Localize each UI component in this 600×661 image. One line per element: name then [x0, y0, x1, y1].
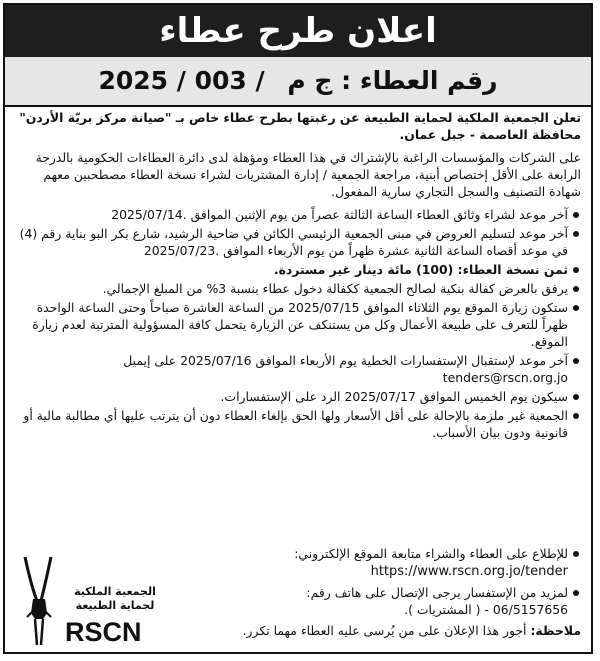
note — [151, 622, 581, 639]
contact-list — [151, 545, 581, 618]
list-item — [13, 225, 581, 259]
item-text: الجمعية غير ملزمة بالإحالة على أقل الأسعار ولها الحق بإلغاء العطاء دون أن يترتب عليها أي مطالبة مالية أو قانونية ودون بيان الأسباب. — [23, 408, 568, 440]
list-item — [13, 352, 581, 386]
page-title: اعلان طرح عطاء — [5, 5, 591, 57]
oryx-icon — [17, 555, 63, 647]
item-text: آخر موعد لإستقبال الإستفسارات الخطية يوم الأربعاء الموافق 2025/07/16 على إيميل — [123, 353, 568, 368]
contact-info — [151, 545, 581, 639]
rscn-logo — [17, 545, 167, 649]
item-text: ثمن نسخة العطاء: (100) مائة دينار غير مستردة. — [273, 262, 568, 277]
note-label: ملاحظة: — [530, 623, 581, 638]
note-text: أجور هذا الإعلان على من يُرسى عليه العطاء مهما تكرر. — [242, 623, 527, 638]
website-label: للإطلاع على العطاء والشراء متابعة الموقع الإلكتروني: — [294, 546, 568, 561]
item-text: ستكون زيارة الموقع يوم الثلاثاء الموافق 2025/07/15 من الساعة العاشرة صباحاً وحتى الساعة الواحدة ظهراً للتعرف على طبيعة الأعمال وكل من يستنكف عن الزيارة يتحمل كافة المسؤولية المترتبة لعدم زيارة الموقع. — [32, 300, 568, 349]
item-text: سيكون يوم الخميس الموافق 2025/07/17 الرد على الإستفسارات. — [220, 389, 568, 404]
intro-paragraph: تعلن الجمعية الملكية لحماية الطبيعة عن رغبتها بطرح عطاء خاص بـ "صيانة مركز بريّة الأردن" محافظة العاصمة - جبل عمان. — [19, 110, 581, 142]
list-item — [151, 584, 581, 618]
footer-section — [13, 545, 581, 651]
list-item — [13, 388, 581, 405]
phone-suffix: - ( المشتريات ). — [404, 602, 489, 617]
reference-prefix: ج م — [287, 66, 333, 95]
item-text: آخر موعد لشراء وثائق العطاء الساعة الثالثة عصراً من يوم الإثنين الموافق — [190, 207, 568, 222]
email-link[interactable]: tenders@rscn.org.jo — [442, 370, 568, 385]
list-item — [13, 206, 581, 223]
reference-bar — [5, 57, 591, 107]
phone-number[interactable]: 06/5157656 — [492, 602, 568, 617]
phone-label: لمزيد من الإستفسار يرجى الإتصال على هاتف رقم: — [306, 585, 568, 600]
reference-number: 2025 / 003 / — [98, 66, 265, 95]
list-item — [13, 407, 581, 441]
list-item — [13, 280, 581, 297]
item-date: 2025/07/14. — [111, 207, 187, 222]
eligibility-paragraph: على الشركات والمؤسسات الراغبة بالإشتراك في هذا العطاء ومؤهلة لدى دائرة العطاءات الحكومية بالدرجة الرابعة على الأقل إختصاص أبنية، مراجعة الجمعية / إدارة المشتريات لشراء نسخة العطاء مصطحبين معهم شهادة التصنيف والسجل التجاري سارية المفعول. — [35, 150, 581, 199]
logo-abbreviation: RSCN — [65, 617, 142, 647]
list-item — [13, 299, 581, 350]
website-link[interactable]: https://www.rscn.org.jo/tender — [370, 564, 568, 579]
conditions-list — [13, 206, 581, 441]
logo-arabic-line1: الجمعية الملكية — [74, 585, 156, 598]
tender-announcement — [3, 3, 593, 654]
reference-label: رقم العطاء : — [341, 66, 498, 95]
item-text: يرفق بالعرض كفالة بنكية لصالح الجمعية ككفالة دخول عطاء بنسبة 3% من المبلغ الإجمالي. — [102, 281, 568, 296]
list-item — [13, 261, 581, 278]
item-date: 2025/07/23. — [143, 243, 220, 258]
announcement-body — [13, 109, 581, 443]
list-item — [151, 545, 581, 580]
logo-arabic-line2: لحماية الطبيعة — [75, 599, 155, 612]
item-text: آخر موعد لتسليم العروض في مبنى الجمعية الرئيسي الكائن في ضاحية الرشيد، شارع بكر البو بناية رقم (4) في موعد أقصاه الساعة الثانية عشرة ظهراً من يوم الأربعاء الموافق — [19, 226, 568, 258]
